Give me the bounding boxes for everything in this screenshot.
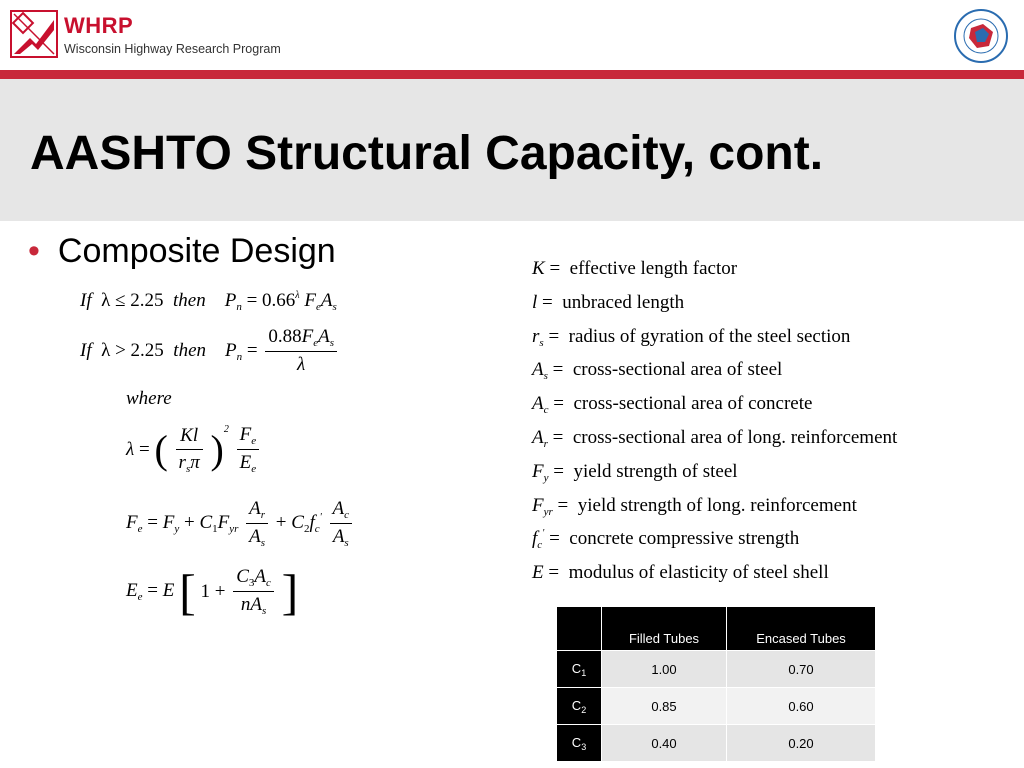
whrp-logo-icon xyxy=(10,10,58,58)
equation-pn-2: If λ > 2.25 then $P_n$ = $\frac{0.88F_eA_s}{\lambda}$ xyxy=(80,326,340,376)
table-row xyxy=(557,651,876,688)
cell-encased: 0.60 xyxy=(727,688,876,725)
definition-row: $F_y$ = yield strength of steel xyxy=(532,460,738,484)
table-header-blank xyxy=(557,607,602,651)
table-header-row xyxy=(557,607,876,651)
bullet-text: Composite Design xyxy=(57,232,336,270)
table-header-encased: Encased Tubes xyxy=(727,607,876,651)
then-word: then xyxy=(173,290,206,311)
row-label: $C_3$ xyxy=(557,725,602,762)
row-label: $C_2$ xyxy=(557,688,602,725)
header-divider xyxy=(0,70,1024,79)
definition-row: $A_r$ = cross-sectional area of long. reinforcement xyxy=(532,426,898,450)
slide-title: AASHTO Structural Capacity, cont. xyxy=(30,127,824,180)
condition-1: λ ≤ 2.25 xyxy=(101,290,164,311)
equation-fe: $F_e = F_y + C_1F_{yr}$ $\frac{A_r}{A_s}$ + $C_2f_c'$ $\frac{A_c}{A_s}$ xyxy=(126,498,355,549)
wisdot-seal-icon xyxy=(953,8,1009,64)
equation-pn-1: If λ ≤ 2.25 then $P_n = 0.66^\lambda$ $F_eA_s$ xyxy=(80,290,337,313)
definition-row: E = modulus of elasticity of steel shell xyxy=(532,562,829,584)
fraction-pn: $\frac{0.88F_eA_s}{\lambda}$ xyxy=(265,326,337,376)
condition-2: λ > 2.25 xyxy=(101,339,164,361)
definition-row: K = effective length factor xyxy=(532,258,738,279)
table-row xyxy=(557,725,876,762)
logo-subtitle: Wisconsin Highway Research Program xyxy=(64,42,281,56)
logo-title: WHRP xyxy=(64,13,134,38)
where-label: where xyxy=(126,388,172,409)
bullet-dot: • xyxy=(28,232,40,270)
cell-encased: 0.70 xyxy=(727,651,876,688)
if-word: If xyxy=(80,290,92,311)
coefficient-table xyxy=(556,606,876,762)
definition-row: $r_s$ = radius of gyration of the steel section xyxy=(532,325,851,349)
definition-row: $f_c'$ = concrete compressive strength xyxy=(532,528,800,552)
cell-filled: 0.40 xyxy=(602,725,727,762)
cell-filled: 0.85 xyxy=(602,688,727,725)
table-header-filled: Filled Tubes xyxy=(602,607,727,651)
bullet-item xyxy=(28,232,336,271)
table-row xyxy=(557,688,876,725)
definition-row: $F_{yr}$ = yield strength of long. reinforcement xyxy=(532,494,857,518)
definition-row: $A_c$ = cross-sectional area of concrete xyxy=(532,393,813,417)
equation-lambda: λ = ( $\frac{Kl}{r_s\pi}$ )$^2$ $\frac{F_e}{E_e}$ xyxy=(126,424,262,475)
cell-filled: 1.00 xyxy=(602,651,727,688)
definition-row: l = unbraced length xyxy=(532,291,685,313)
header xyxy=(0,0,1024,70)
definitions-list xyxy=(532,258,897,596)
equation-ee: $E_e = E$ [ 1 + $\frac{C_3A_c}{nA_s}$ ] xyxy=(126,563,299,620)
coef-088: 0.88 xyxy=(268,326,302,347)
coef-066: 0.66 xyxy=(262,290,296,311)
one-term: 1 xyxy=(200,580,210,602)
row-label: $C_1$ xyxy=(557,651,602,688)
definition-row: $A_s$ = cross-sectional area of steel xyxy=(532,359,783,383)
cell-encased: 0.20 xyxy=(727,725,876,762)
